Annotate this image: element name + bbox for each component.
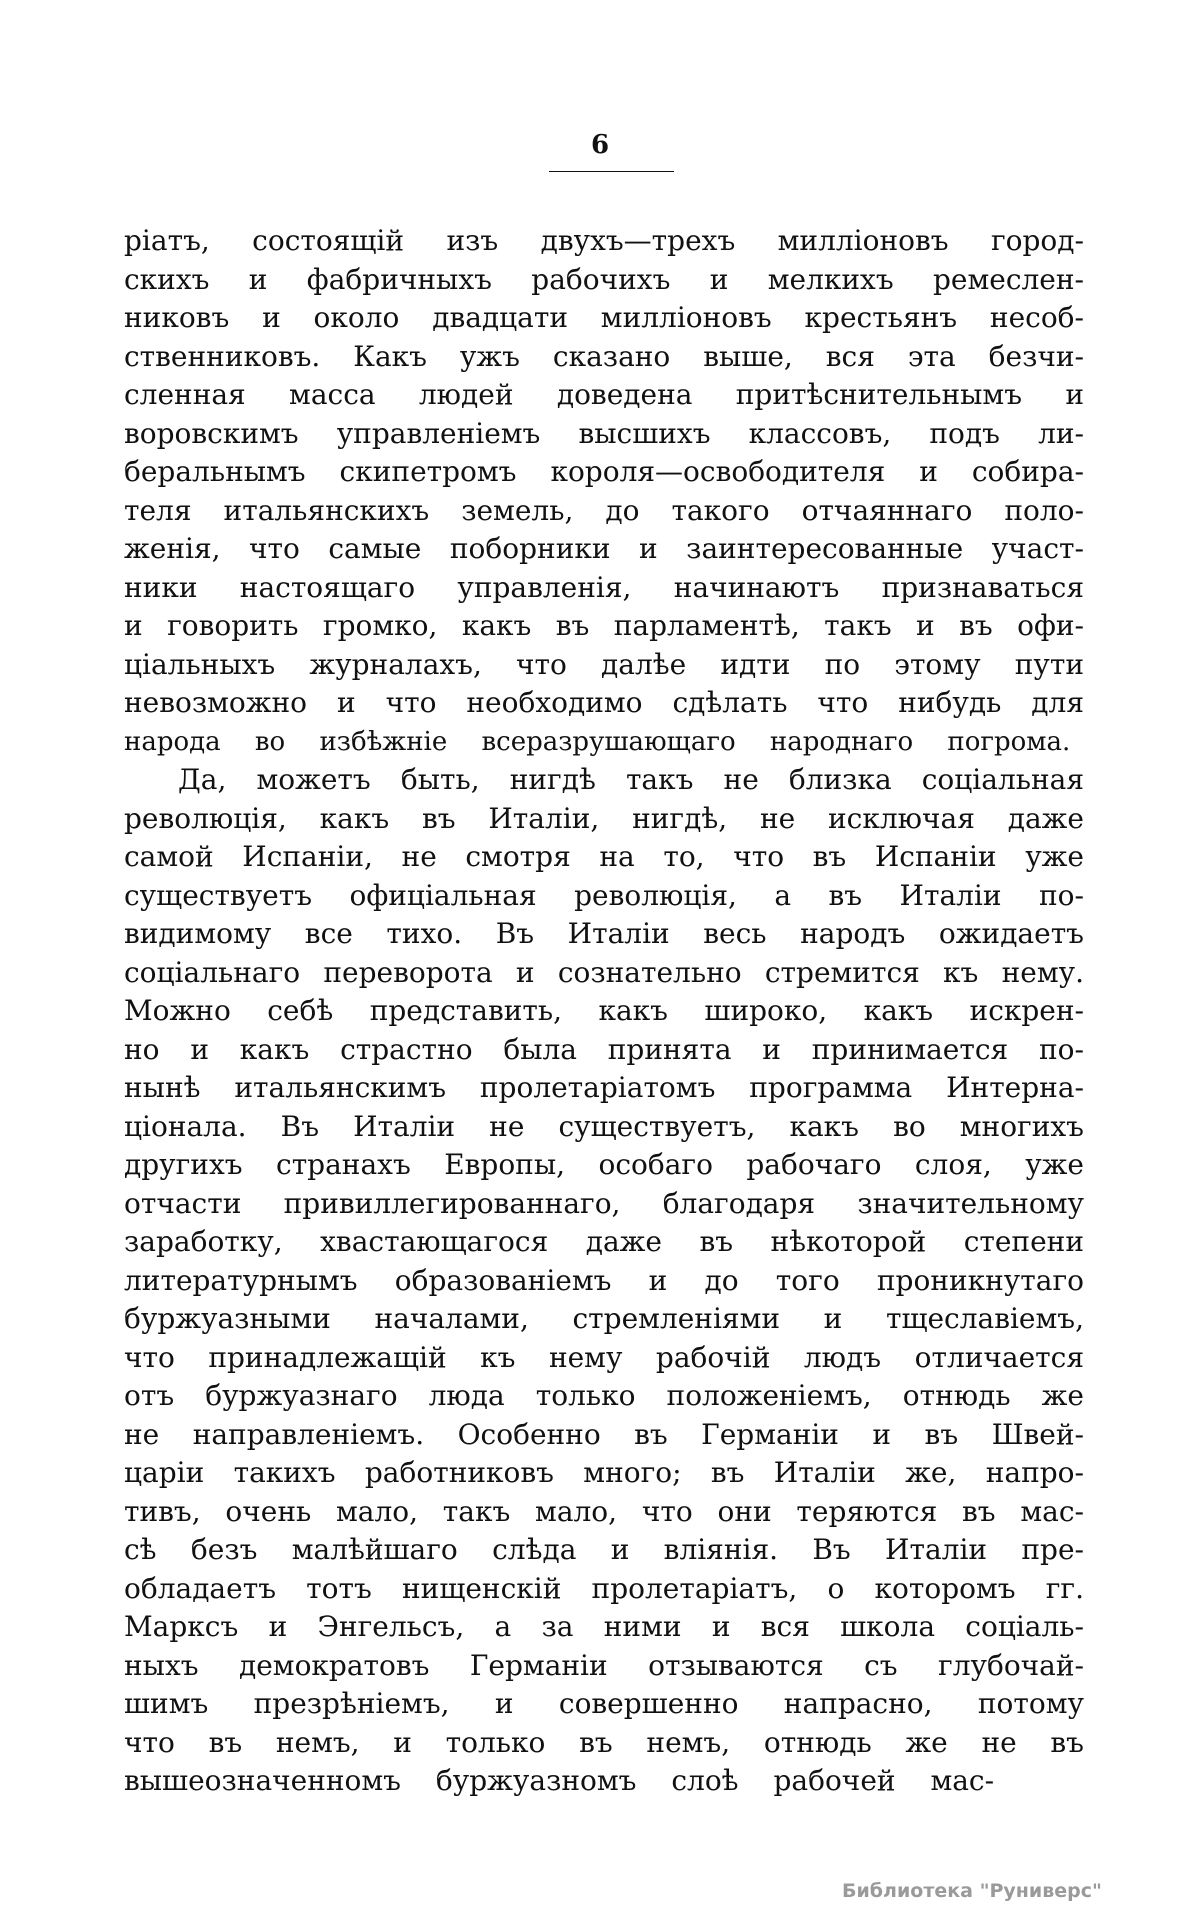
text-line: невозможно и что необходимо сдѣлать что нибудь для (124, 686, 1084, 719)
text-line: Можно себѣ представить, какъ широко, какъ искрен- (124, 994, 1084, 1027)
text-line: женія, что самые поборники и заинтересованные участ- (124, 532, 1084, 565)
text-line: ственниковъ. Какъ ужъ сказано выше, вся эта безчи- (124, 339, 1084, 373)
body-text (124, 222, 1084, 1801)
text-line: обладаетъ тотъ нищенскій пролетаріатъ, о которомъ гг. (124, 1571, 1084, 1605)
text-line: видимому все тихо. Въ Италіи весь народъ ожидаетъ (124, 917, 1084, 950)
text-line: другихъ странахъ Европы, особаго рабочаго слоя, уже (124, 1148, 1084, 1181)
library-watermark: Библиотека "Руниверс" (842, 1880, 1102, 1902)
text-line: отъ буржуазнаго люда только положеніемъ, отнюдь же (124, 1379, 1084, 1412)
text-line: ріатъ, состоящій изъ двухъ—трехъ милліоновъ город- (124, 224, 1084, 257)
text-line: соціальнаго переворота и сознательно стремится къ нему. (124, 955, 1084, 989)
text-line: царіи такихъ работниковъ много; въ Италіи же, напро- (124, 1456, 1084, 1489)
text-line: никовъ и около двадцати милліоновъ крестьянъ несоб- (124, 301, 1084, 334)
text-line: шимъ презрѣніемъ, и совершенно напрасно, потому (124, 1687, 1084, 1720)
text-line: самой Испаніи, не смотря на то, что въ Испаніи уже (124, 840, 1084, 873)
text-line: воровскимъ управленіемъ высшихъ классовъ, подъ ли- (124, 416, 1084, 450)
text-line: нынѣ итальянскимъ пролетаріатомъ программа Интерна- (124, 1071, 1084, 1104)
text-line: отчасти привиллегированнаго, благодаря значительному (124, 1186, 1084, 1220)
text-line: народа во избѣжніе всеразрушающаго народнаго погрома. (124, 726, 1071, 757)
text-line: скихъ и фабричныхъ рабочихъ и мелкихъ ремеслен- (124, 262, 1084, 296)
text-line: ники настоящаго управленія, начинаютъ признаваться (124, 570, 1084, 604)
text-line: ныхъ демократовъ Германіи отзываются съ глубочай- (124, 1648, 1084, 1682)
text-line: существуетъ офиціальная революція, а въ Италіи по- (124, 878, 1084, 912)
text-line: Да, можетъ быть, нигдѣ такъ не близка соціальная (178, 763, 1084, 796)
text-line: что въ немъ, и только въ немъ, отнюдь же не въ (124, 1725, 1084, 1759)
text-line: сленная масса людей доведена притѣснительнымъ и (124, 378, 1084, 411)
text-line: но и какъ страстно была принята и принимается по- (124, 1032, 1084, 1066)
text-line: буржуазными началами, стремленіями и тщеславіемъ, (124, 1302, 1084, 1335)
text-line: беральнымъ скипетромъ короля—освободителя и собира- (124, 455, 1084, 488)
page-number: 6 (590, 130, 610, 160)
text-line: заработку, хвастающагося даже въ нѣкоторой степени (124, 1225, 1084, 1258)
text-line: вышеозначенномъ буржуазномъ слоѣ рабочей мас- (124, 1764, 995, 1797)
text-line: ціальныхъ журналахъ, что далѣе идти по этому пути (124, 647, 1084, 681)
text-line: литературнымъ образованіемъ и до того проникнутаго (124, 1263, 1084, 1297)
page-number-rule (549, 171, 674, 172)
text-line: не направленіемъ. Особенно въ Германіи и въ Швей- (124, 1417, 1084, 1451)
text-line: Марксъ и Энгельсъ, а за ними и вся школа соціаль- (124, 1610, 1084, 1643)
text-line: что принадлежащій къ нему рабочій людъ отличается (124, 1340, 1084, 1374)
text-line: тивъ, очень мало, такъ мало, что они теряются въ мас- (124, 1494, 1084, 1528)
text-line: и говорить громко, какъ въ парламентѣ, такъ и въ офи- (124, 609, 1084, 642)
text-line: ціонала. Въ Италіи не существуетъ, какъ во многихъ (124, 1109, 1084, 1143)
text-line: революція, какъ въ Италіи, нигдѣ, не исключая даже (124, 801, 1084, 835)
text-line: сѣ безъ малѣйшаго слѣда и вліянія. Въ Италіи пре- (124, 1533, 1084, 1566)
text-line: теля итальянскихъ земель, до такого отчаяннаго поло- (124, 493, 1084, 527)
